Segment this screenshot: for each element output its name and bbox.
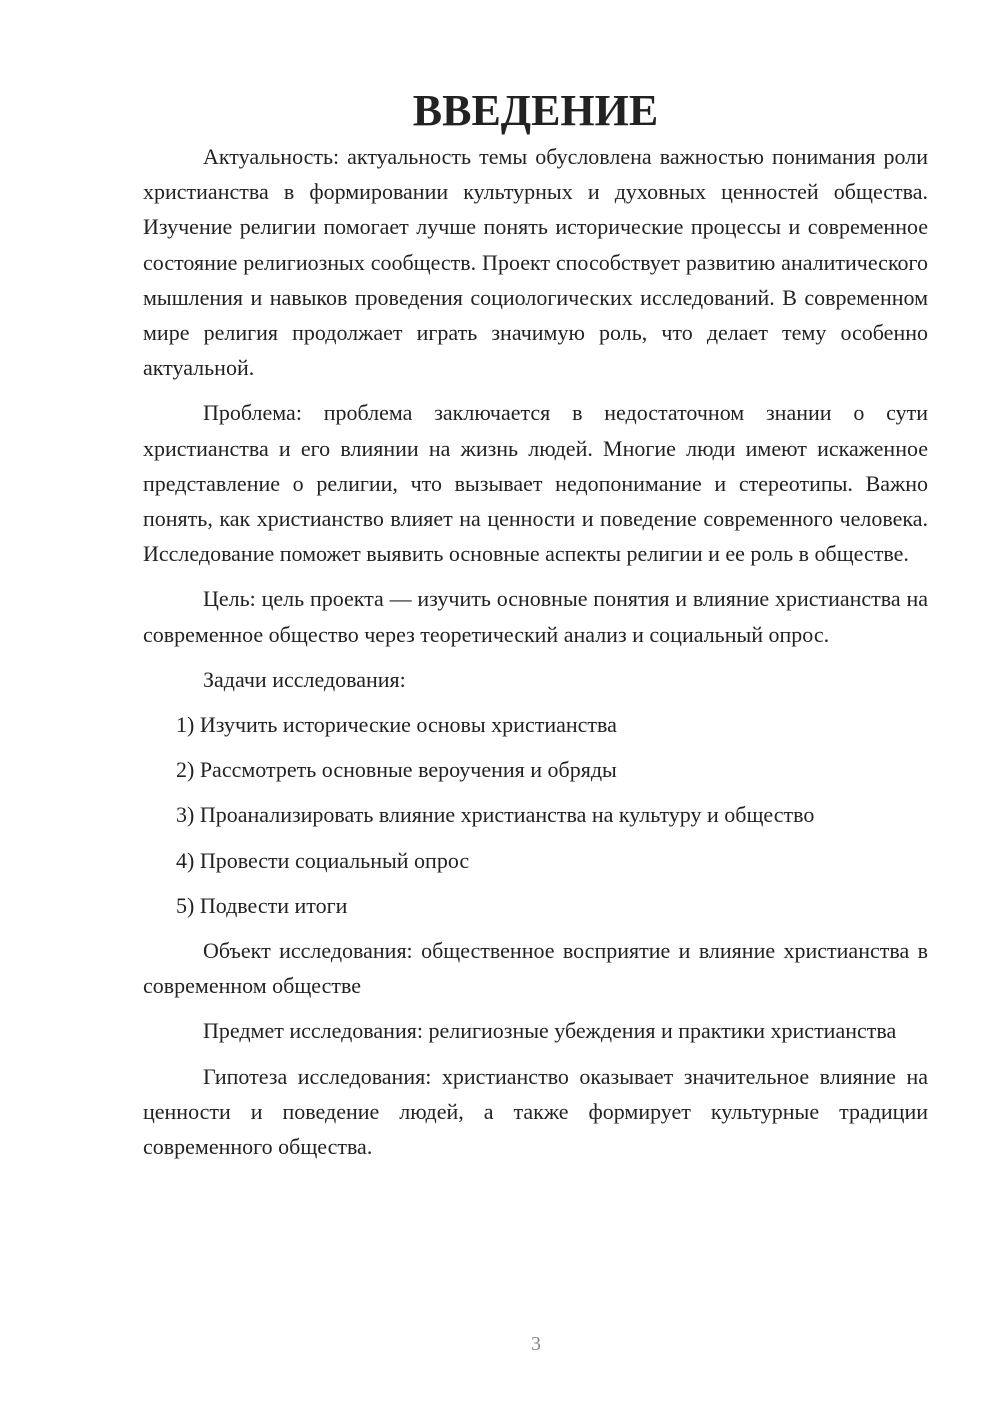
page-title: ВВЕДЕНИЕ bbox=[412, 86, 659, 135]
task-item: 3) Проанализировать влияние христианства на культуру и общество bbox=[176, 802, 815, 828]
object-paragraph: Объект исследования: общественное восприятие и влияние христианства в современном обществе bbox=[143, 938, 928, 999]
hypothesis-paragraph: Гипотеза исследования: христианство оказывает значительное влияние на ценности и поведение людей, а также формирует культурные традиции современного общества. bbox=[143, 1063, 928, 1160]
relevance-paragraph: Актуальность: актуальность темы обусловлена важностью понимания роли христианства в формировании культурных и духовных ценностей общества. Изучение религии помогает лучше понять исторические процессы и современное состояние религиозных сообществ. Проект способствует развитию аналитического мышления и навыков проведения социологических исследований. В современном мире религия продолжает играть значимую роль, что делает тему особенно актуальной. bbox=[143, 144, 928, 381]
subject-paragraph: Предмет исследования: религиозные убеждения и практики христианства bbox=[203, 1018, 897, 1044]
task-item: 2) Рассмотреть основные вероучения и обряды bbox=[176, 757, 617, 783]
task-item: 5) Подвести итоги bbox=[176, 892, 348, 918]
page-content bbox=[143, 86, 928, 1174]
problem-paragraph: Проблема: проблема заключается в недостаточном знании о сути христианства и его влиянии на жизнь людей. Многие люди имеют искаженное представление о религии, что вызывает недопонимание и стереотипы. Важно понять, как христианство влияет на ценности и поведение современного человека. Исследование поможет выявить основные аспекты религии и ее роль в обществе. bbox=[143, 400, 928, 567]
task-list bbox=[143, 707, 928, 923]
page-number: 3 bbox=[531, 1333, 541, 1355]
task-item: 1) Изучить исторические основы христианства bbox=[176, 712, 617, 738]
tasks-heading: Задачи исследования: bbox=[203, 666, 406, 692]
goal-paragraph: Цель: цель проекта — изучить основные понятия и влияние христианства на современное общество через теоретический анализ и социальный опрос. bbox=[143, 586, 928, 647]
task-item: 4) Провести социальный опрос bbox=[176, 847, 470, 873]
